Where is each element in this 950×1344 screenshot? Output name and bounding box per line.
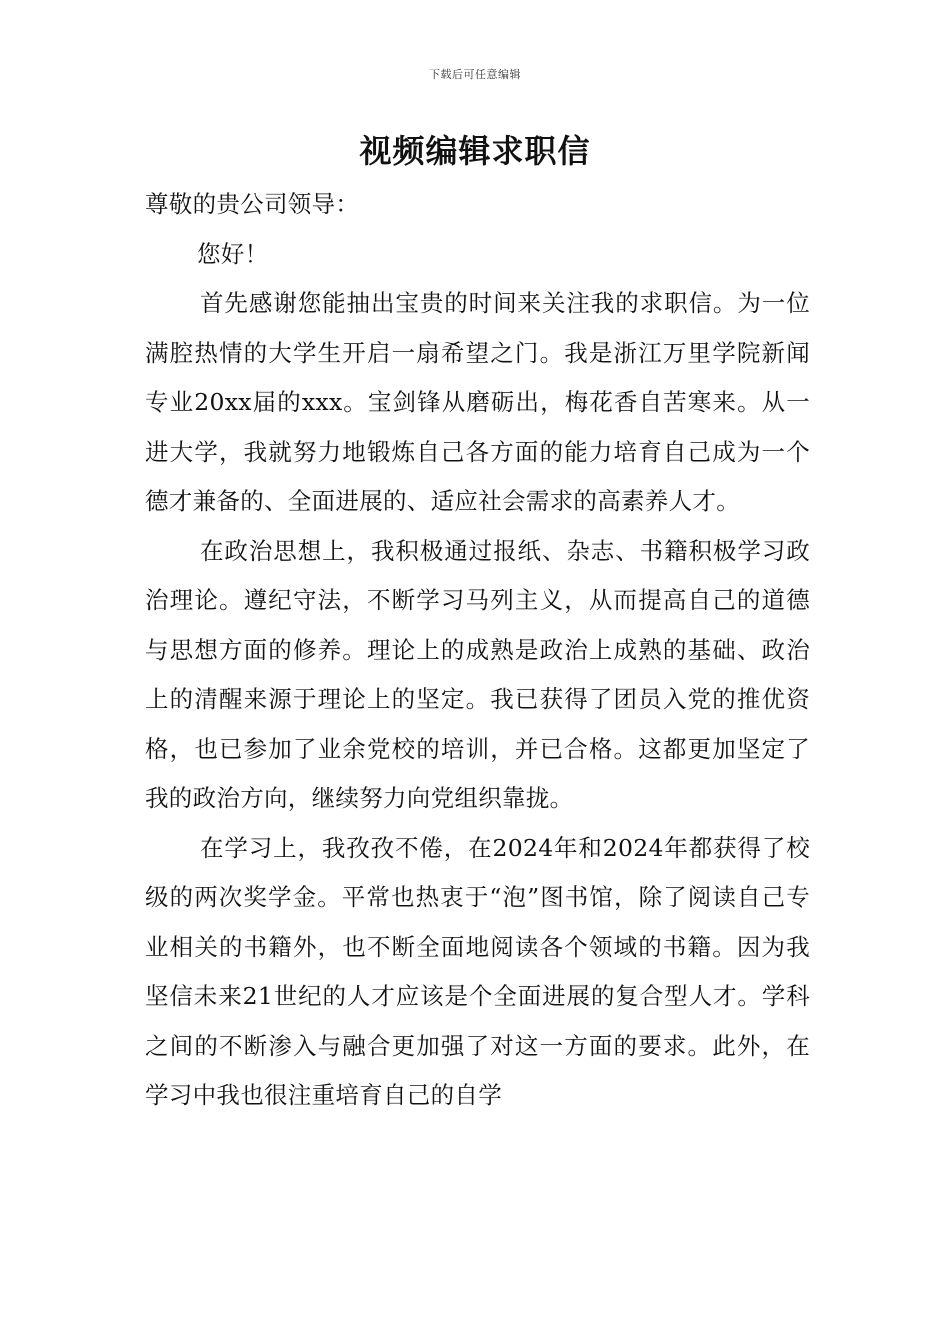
- header-note: 下载后可任意编辑: [429, 68, 521, 81]
- paragraph-intro: 首先感谢您能抽出宝贵的时间来关注我的求职信。为一位满腔热情的大学生开启一扇希望之门。我是浙江万里学院新闻专业20xx届的xxx。宝剑锋从磨砺出，梅花香自苦寒来。从一进大学，我就努力地锻炼自己各方面的能力培育自己成为一个德才兼备的、全面进展的、适应社会需求的高素养人才。: [145, 289, 810, 515]
- paragraph-politics: 在政治思想上，我积极通过报纸、杂志、书籍积极学习政治理论。遵纪守法，不断学习马列主义，从而提高自己的道德与思想方面的修养。理论上的成熟是政治上成熟的基础、政治上的清醒来源于理论上的坚定。我已获得了团员入党的推优资格，也已参加了业余党校的培训，并已合格。这都更加坚定了我的政治方向，继续努力向党组织靠拢。: [145, 536, 810, 812]
- paragraph-study: 在学习上，我孜孜不倦，在2024年和2024年都获得了校级的两次奖学金。平常也热衷于“泡”图书馆，除了阅读自己专业相关的书籍外，也不断全面地阅读各个领域的书籍。因为我坚信未来21世纪的人才应该是个全面进展的复合型人才。学科之间的不断渗入与融合更加强了对这一方面的要求。此外，在学习中我也很注重培育自己的自学: [145, 833, 810, 1109]
- greeting: 您好！: [197, 239, 269, 268]
- letter-body: [145, 180, 810, 1121]
- document-title: 视频编辑求职信: [359, 132, 591, 170]
- salutation: 尊敬的贵公司领导：: [145, 190, 360, 218]
